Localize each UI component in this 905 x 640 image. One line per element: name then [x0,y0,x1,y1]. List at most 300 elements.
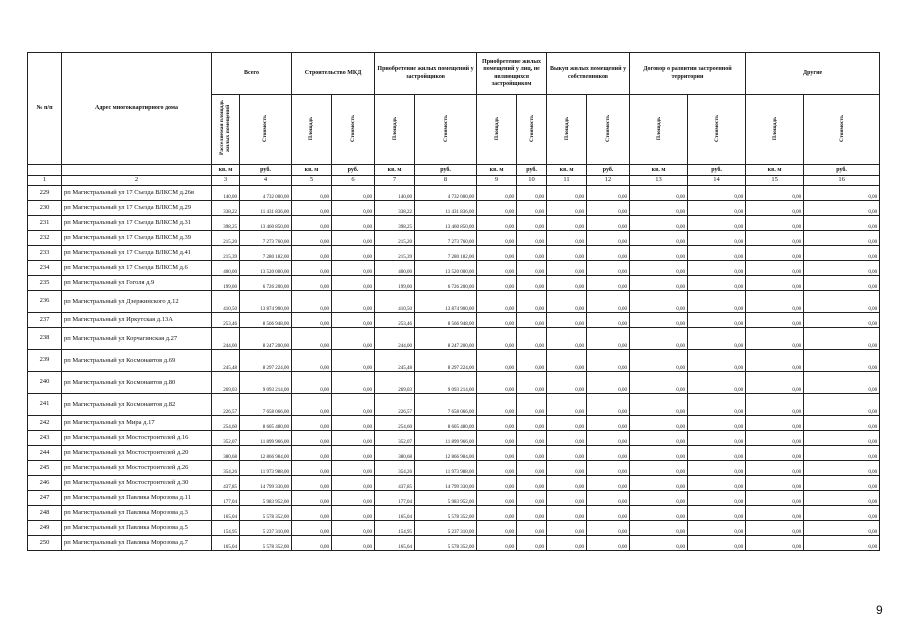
row-value: 0,00 [292,394,332,416]
row-value: 0,00 [517,536,547,551]
row-value: 13 520 000,00 [240,261,292,276]
row-value: 0,00 [477,231,517,246]
row-value: 226,57 [375,394,415,416]
row-value: 0,00 [292,476,332,491]
row-value: 0,00 [746,328,804,350]
row-value: 0,00 [547,536,587,551]
subheader-label: Площадь [308,116,315,140]
row-value: 0,00 [688,216,746,231]
row-value: 0,00 [804,246,880,261]
row-number: 233 [28,246,62,261]
unit-cell: кв. м [292,165,332,176]
row-value: 13 874 900,00 [415,291,477,313]
unit-cell-empty [62,165,212,176]
row-value: 352,07 [375,431,415,446]
table-row [28,201,880,216]
row-value: 0,00 [547,276,587,291]
row-value: 154,95 [375,521,415,536]
row-value: 410,50 [212,291,240,313]
group-purchase-developers: Приобретение жилых помещений у застройщиков [375,53,477,95]
row-value: 7 273 760,00 [240,231,292,246]
row-value: 0,00 [477,476,517,491]
row-value: 8 247 200,00 [415,328,477,350]
row-value: 0,00 [332,246,375,261]
row-value: 0,00 [477,446,517,461]
row-value: 0,00 [477,201,517,216]
row-value: 0,00 [746,372,804,394]
row-value: 0,00 [587,291,630,313]
table-row [28,521,880,536]
row-value: 9 093 214,00 [240,372,292,394]
column-index-cell: 4 [240,176,292,186]
row-value: 0,00 [630,291,688,313]
row-value: 354,26 [212,461,240,476]
row-value: 0,00 [547,201,587,216]
row-value: 0,00 [804,446,880,461]
row-value: 0,00 [292,261,332,276]
row-value: 0,00 [332,476,375,491]
row-value: 8 605 480,00 [415,416,477,431]
row-value: 0,00 [587,476,630,491]
row-value: 5 237 310,00 [240,521,292,536]
row-number: 242 [28,416,62,431]
table-row [28,246,880,261]
row-value: 0,00 [332,231,375,246]
row-value: 11 431 836,00 [415,201,477,216]
row-value: 0,00 [746,350,804,372]
row-number: 249 [28,521,62,536]
row-value: 0,00 [804,231,880,246]
table-row [28,350,880,372]
row-value: 0,00 [630,201,688,216]
table-row [28,446,880,461]
row-value: 0,00 [517,261,547,276]
row-number: 229 [28,186,62,201]
group-development-agreement: Договор о развитии застроенной территории [630,53,746,95]
row-value: 0,00 [688,261,746,276]
row-value: 0,00 [688,231,746,246]
index-row [28,176,880,186]
row-value: 9 093 214,00 [415,372,477,394]
row-value: 0,00 [517,246,547,261]
row-value: 4 732 000,00 [415,186,477,201]
subheader-cell [587,95,630,165]
unit-cell-empty [28,165,62,176]
row-value: 0,00 [630,446,688,461]
subheader-label: Стоимость [605,114,612,142]
row-value: 0,00 [587,201,630,216]
unit-cell: руб. [415,165,477,176]
subheader-cell [477,95,517,165]
subheader-label: Стоимость [838,114,845,142]
row-value: 0,00 [332,431,375,446]
group-other: Другие [746,53,880,95]
subheader-cell [547,95,587,165]
row-value: 0,00 [688,313,746,328]
row-value: 0,00 [630,536,688,551]
row-value: 0,00 [517,313,547,328]
housing-table [27,52,880,551]
row-value: 0,00 [292,461,332,476]
row-number: 238 [28,328,62,350]
row-value: 0,00 [630,186,688,201]
unit-cell: руб. [688,165,746,176]
subheader-cell [240,95,292,165]
row-value: 0,00 [292,536,332,551]
row-value: 165,04 [212,536,240,551]
row-value: 0,00 [746,186,804,201]
row-address: рп Магистральный ул 17 Съезда ВЛКСМ д.39 [62,231,212,246]
row-number: 235 [28,276,62,291]
row-value: 380,68 [212,446,240,461]
unit-cell: руб. [240,165,292,176]
row-address: рп Магистральный ул Гоголя д.9 [62,276,212,291]
row-value: 0,00 [804,261,880,276]
row-value: 215,39 [212,246,240,261]
row-value: 0,00 [746,416,804,431]
row-value: 398,25 [375,216,415,231]
column-index-cell: 7 [375,176,415,186]
row-value: 0,00 [292,506,332,521]
row-value: 13 874 900,00 [240,291,292,313]
row-value: 0,00 [587,506,630,521]
row-value: 0,00 [292,431,332,446]
row-value: 140,00 [375,186,415,201]
row-value: 0,00 [517,328,547,350]
row-value: 0,00 [332,261,375,276]
row-value: 0,00 [746,291,804,313]
unit-cell: кв. м [375,165,415,176]
table-row [28,261,880,276]
row-number: 230 [28,201,62,216]
row-value: 0,00 [547,313,587,328]
row-value: 215,20 [212,231,240,246]
row-value: 0,00 [477,461,517,476]
row-value: 0,00 [517,186,547,201]
row-value: 0,00 [477,261,517,276]
row-value: 0,00 [517,416,547,431]
row-value: 0,00 [517,476,547,491]
subheader-label: Площадь [493,116,500,140]
row-value: 0,00 [477,276,517,291]
row-value: 0,00 [746,491,804,506]
row-value: 253,46 [212,313,240,328]
row-value: 0,00 [587,372,630,394]
row-value: 0,00 [688,186,746,201]
row-value: 14 799 330,00 [415,476,477,491]
row-value: 0,00 [547,291,587,313]
row-value: 0,00 [746,246,804,261]
row-value: 0,00 [332,506,375,521]
unit-cell: руб. [332,165,375,176]
row-value: 338,22 [375,201,415,216]
row-value: 0,00 [517,506,547,521]
row-value: 11 431 836,00 [240,201,292,216]
unit-cell: кв. м [212,165,240,176]
row-value: 0,00 [587,313,630,328]
row-address: рп Магистральный ул Мостостроителей д.20 [62,446,212,461]
row-value: 0,00 [292,372,332,394]
row-value: 0,00 [630,521,688,536]
row-value: 12 866 984,00 [415,446,477,461]
row-value: 0,00 [332,313,375,328]
column-index-cell: 6 [332,176,375,186]
row-value: 5 983 952,00 [415,491,477,506]
table-row [28,536,880,551]
row-value: 7 280 182,00 [415,246,477,261]
row-value: 154,95 [212,521,240,536]
row-value: 0,00 [688,276,746,291]
row-value: 0,00 [292,201,332,216]
row-value: 0,00 [547,372,587,394]
unit-cell: руб. [587,165,630,176]
row-value: 0,00 [547,461,587,476]
row-number: 250 [28,536,62,551]
row-value: 245,48 [212,350,240,372]
group-purchase-non-developers: Приобретение жилых помещений у лиц, не являющихся застройщиком [477,53,547,95]
row-value: 398,25 [212,216,240,231]
row-value: 0,00 [292,276,332,291]
row-value: 0,00 [746,201,804,216]
row-value: 0,00 [292,313,332,328]
row-value: 0,00 [517,491,547,506]
row-value: 0,00 [746,313,804,328]
row-value: 13 460 850,00 [415,216,477,231]
row-value: 0,00 [630,246,688,261]
row-value: 8 566 948,00 [240,313,292,328]
row-value: 0,00 [587,261,630,276]
row-value: 0,00 [587,350,630,372]
row-value: 0,00 [804,536,880,551]
column-index-cell: 11 [547,176,587,186]
row-value: 437,85 [212,476,240,491]
row-value: 0,00 [547,186,587,201]
row-value: 0,00 [746,394,804,416]
unit-cell: кв. м [547,165,587,176]
column-index-cell: 16 [804,176,880,186]
table-row [28,276,880,291]
row-value: 0,00 [746,536,804,551]
row-value: 0,00 [804,276,880,291]
subheader-cell [332,95,375,165]
row-value: 0,00 [688,506,746,521]
group-buyout-owners: Выкуп жилых помещений у собственников [547,53,630,95]
row-number: 236 [28,291,62,313]
row-value: 0,00 [804,506,880,521]
table-row [28,491,880,506]
row-value: 0,00 [332,461,375,476]
row-value: 400,00 [212,261,240,276]
row-value: 0,00 [477,372,517,394]
row-number: 247 [28,491,62,506]
subheader-cell [375,95,415,165]
subheader-label: Расселяемая площадь жилых помещений [219,100,232,156]
row-value: 0,00 [804,313,880,328]
row-value: 177,04 [212,491,240,506]
row-value: 244,00 [375,328,415,350]
row-value: 8 605 480,00 [240,416,292,431]
row-value: 0,00 [332,328,375,350]
row-value: 0,00 [688,246,746,261]
subheader-cell [804,95,880,165]
row-value: 0,00 [804,328,880,350]
row-value: 0,00 [477,246,517,261]
row-address: рп Магистральный ул Мостостроителей д.30 [62,476,212,491]
row-value: 0,00 [292,216,332,231]
row-value: 11 899 966,00 [240,431,292,446]
row-value: 0,00 [804,416,880,431]
row-value: 0,00 [587,276,630,291]
row-number: 245 [28,461,62,476]
row-value: 0,00 [587,491,630,506]
row-value: 0,00 [587,461,630,476]
table-header [28,53,880,186]
row-value: 0,00 [517,231,547,246]
row-number: 246 [28,476,62,491]
column-index-cell: 10 [517,176,547,186]
row-value: 0,00 [587,216,630,231]
row-value: 0,00 [587,231,630,246]
row-address: рп Магистральный ул Космонавтов д.82 [62,394,212,416]
row-value: 0,00 [517,461,547,476]
subheader-label: Площадь [563,116,570,140]
row-value: 0,00 [688,431,746,446]
row-value: 253,46 [375,313,415,328]
row-value: 0,00 [477,491,517,506]
group-construction: Строительство МКД [292,53,375,95]
subheader-label: Стоимость [713,114,720,142]
row-value: 0,00 [477,313,517,328]
row-value: 4 732 000,00 [240,186,292,201]
row-value: 244,00 [212,328,240,350]
row-value: 0,00 [746,461,804,476]
row-value: 0,00 [292,186,332,201]
row-value: 0,00 [804,291,880,313]
row-value: 0,00 [547,506,587,521]
row-value: 8 297 224,00 [240,350,292,372]
subheader-cell [415,95,477,165]
row-value: 0,00 [804,431,880,446]
table-row [28,461,880,476]
row-value: 13 520 000,00 [415,261,477,276]
row-value: 0,00 [804,521,880,536]
row-value: 0,00 [292,291,332,313]
row-value: 0,00 [587,446,630,461]
row-value: 140,00 [212,186,240,201]
row-value: 0,00 [332,521,375,536]
unit-cell: кв. м [630,165,688,176]
row-value: 0,00 [587,536,630,551]
table-row [28,476,880,491]
row-value: 0,00 [746,476,804,491]
row-value: 0,00 [517,350,547,372]
column-index-cell: 1 [28,176,62,186]
row-value: 0,00 [630,276,688,291]
row-value: 5 578 352,00 [415,536,477,551]
row-value: 177,04 [375,491,415,506]
row-value: 0,00 [547,446,587,461]
row-value: 0,00 [804,201,880,216]
row-value: 0,00 [547,328,587,350]
column-index-cell: 13 [630,176,688,186]
row-value: 199,00 [375,276,415,291]
row-value: 0,00 [547,521,587,536]
row-number: 241 [28,394,62,416]
subheader-cell [292,95,332,165]
row-value: 254,60 [212,416,240,431]
row-value: 0,00 [517,201,547,216]
column-index-cell: 12 [587,176,630,186]
row-address: рп Магистральный ул 17 Съезда ВЛКСМ д.41 [62,246,212,261]
row-value: 0,00 [332,491,375,506]
row-value: 0,00 [587,431,630,446]
row-value: 5 578 352,00 [415,506,477,521]
row-value: 0,00 [292,246,332,261]
row-value: 0,00 [630,431,688,446]
row-value: 0,00 [547,261,587,276]
row-value: 6 726 200,00 [240,276,292,291]
row-value: 0,00 [630,476,688,491]
subheader-label: Стоимость [262,114,269,142]
row-value: 0,00 [688,491,746,506]
row-value: 254,60 [375,416,415,431]
row-value: 0,00 [477,291,517,313]
row-value: 0,00 [688,446,746,461]
row-value: 0,00 [688,461,746,476]
row-value: 0,00 [746,216,804,231]
row-value: 400,00 [375,261,415,276]
row-value: 0,00 [630,231,688,246]
row-value: 0,00 [804,350,880,372]
row-value: 269,03 [212,372,240,394]
row-value: 0,00 [547,476,587,491]
row-value: 11 973 988,00 [240,461,292,476]
row-value: 0,00 [630,416,688,431]
row-number: 243 [28,431,62,446]
row-value: 0,00 [547,350,587,372]
row-address: рп Магистральный ул Иркутская д.13А [62,313,212,328]
table-row [28,372,880,394]
row-value: 0,00 [332,350,375,372]
row-value: 0,00 [688,350,746,372]
row-value: 0,00 [332,446,375,461]
table-row [28,394,880,416]
subheader-cell [688,95,746,165]
row-number: 231 [28,216,62,231]
row-value: 0,00 [587,416,630,431]
page-number: 9 [876,603,883,617]
row-value: 0,00 [746,431,804,446]
row-value: 14 799 330,00 [240,476,292,491]
row-value: 8 566 948,00 [415,313,477,328]
row-value: 0,00 [517,394,547,416]
row-value: 0,00 [587,394,630,416]
row-value: 0,00 [332,416,375,431]
row-address: рп Магистральный ул 17 Съезда ВЛКСМ д.31 [62,216,212,231]
row-value: 11 973 988,00 [415,461,477,476]
row-value: 0,00 [292,328,332,350]
subheader-label: Стоимость [442,114,449,142]
row-value: 0,00 [477,416,517,431]
row-value: 0,00 [477,328,517,350]
row-value: 0,00 [746,506,804,521]
column-index-cell: 5 [292,176,332,186]
row-value: 8 297 224,00 [415,350,477,372]
row-address: рп Магистральный ул Павлика Морозова д.3 [62,506,212,521]
group-total: Всего [212,53,292,95]
row-value: 0,00 [477,216,517,231]
row-value: 0,00 [804,216,880,231]
